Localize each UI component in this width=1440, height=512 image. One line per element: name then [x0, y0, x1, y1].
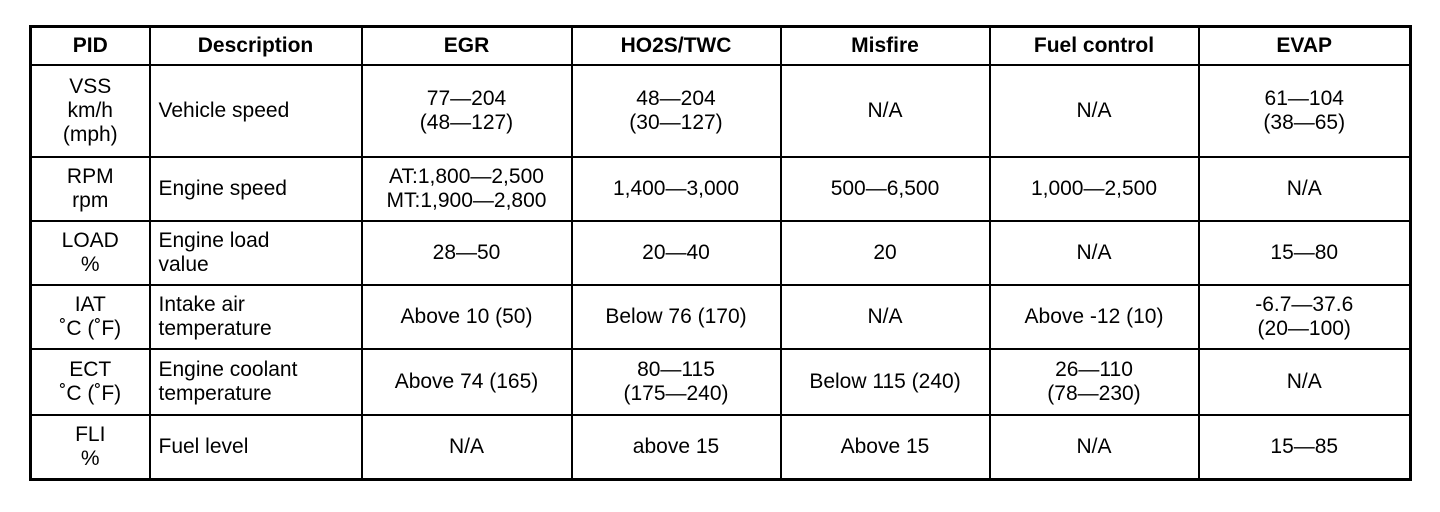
value-line: (38—65) — [1263, 111, 1346, 134]
value-line: Below 76 (170) — [605, 305, 747, 328]
value-line: 77—204 — [426, 87, 507, 110]
header-egr: EGR — [362, 27, 572, 66]
description-line: Engine speed — [158, 177, 287, 200]
description-cell — [150, 157, 362, 221]
description-line: Vehicle speed — [158, 99, 290, 122]
evap-cell — [1199, 349, 1411, 415]
pid-line: LOAD — [61, 229, 119, 252]
value-line: 80—115 — [637, 358, 715, 381]
pid-line: ECT — [69, 358, 112, 381]
value-line: N/A — [867, 99, 903, 122]
value-line: 500—6,500 — [830, 177, 940, 200]
header-row — [31, 27, 1411, 66]
value-line: N/A — [1076, 241, 1112, 264]
value-line: 26—110 — [1055, 358, 1133, 381]
egr-cell — [362, 415, 572, 480]
description-cell — [150, 415, 362, 480]
header-description: Description — [150, 27, 362, 66]
pid-cell — [31, 65, 150, 157]
description-line: Fuel level — [158, 435, 249, 458]
fuel-control-cell — [990, 221, 1199, 285]
evap-cell — [1199, 65, 1411, 157]
evap-cell — [1199, 157, 1411, 221]
value-line: 20 — [873, 241, 897, 264]
value-line: 15—85 — [1270, 435, 1339, 458]
value-line: (30—127) — [629, 111, 723, 134]
description-cell — [150, 65, 362, 157]
misfire-cell — [781, 415, 990, 480]
description-cell — [150, 349, 362, 415]
description-line: Engine load — [158, 229, 270, 252]
egr-cell — [362, 285, 572, 349]
misfire-cell — [781, 157, 990, 221]
egr-cell — [362, 157, 572, 221]
description-line: value — [158, 253, 209, 276]
value-line: above 15 — [632, 435, 720, 458]
value-line: (20—100) — [1257, 317, 1351, 340]
value-line: Above 74 (165) — [394, 370, 539, 393]
evap-cell — [1199, 415, 1411, 480]
ho2s-twc-cell — [572, 157, 781, 221]
fuel-control-cell — [990, 415, 1199, 480]
egr-cell — [362, 349, 572, 415]
value-line: N/A — [1076, 99, 1112, 122]
value-line: N/A — [867, 305, 903, 328]
pid-cell — [31, 415, 150, 480]
evap-cell — [1199, 221, 1411, 285]
egr-cell — [362, 65, 572, 157]
pid-line: ˚C (˚F) — [59, 317, 122, 340]
header-ho2s-twc: HO2S/TWC — [572, 27, 781, 66]
ho2s-twc-cell — [572, 349, 781, 415]
value-line: N/A — [1286, 177, 1322, 200]
fuel-control-cell — [990, 157, 1199, 221]
value-line: (78—230) — [1047, 382, 1141, 405]
value-line: 48—204 — [636, 87, 716, 110]
misfire-cell — [781, 221, 990, 285]
value-line: 1,000—2,500 — [1030, 177, 1158, 200]
value-line: -6.7—37.6 — [1255, 293, 1354, 316]
value-line: N/A — [1076, 435, 1112, 458]
value-line: 20—40 — [642, 241, 710, 264]
fuel-control-cell — [990, 349, 1199, 415]
pid-line: RPM — [66, 165, 114, 188]
value-line: Below 115 (240) — [809, 370, 961, 393]
pid-line: FLI — [75, 423, 106, 446]
table-row-load — [31, 221, 1411, 285]
pid-line: (mph) — [62, 123, 118, 146]
value-line: N/A — [448, 435, 484, 458]
value-line: Above 15 — [840, 435, 930, 458]
description-line: temperature — [158, 317, 272, 340]
ho2s-twc-cell — [572, 285, 781, 349]
header-pid: PID — [31, 27, 150, 66]
misfire-cell — [781, 285, 990, 349]
description-line: Intake air — [158, 293, 245, 316]
description-cell — [150, 221, 362, 285]
evap-cell — [1199, 285, 1411, 349]
pid-monitor-table — [29, 25, 1412, 481]
table-row-fli — [31, 415, 1411, 480]
pid-line: km/h — [67, 99, 113, 122]
fuel-control-cell — [990, 285, 1199, 349]
value-line: 15—80 — [1270, 241, 1339, 264]
pid-cell — [31, 221, 150, 285]
pid-cell — [31, 349, 150, 415]
misfire-cell — [781, 349, 990, 415]
header-evap: EVAP — [1199, 27, 1411, 66]
pid-line: rpm — [72, 189, 109, 212]
egr-cell — [362, 221, 572, 285]
fuel-control-cell — [990, 65, 1199, 157]
value-line: 1,400—3,000 — [612, 177, 740, 200]
pid-line: IAT — [74, 293, 106, 316]
misfire-cell — [781, 65, 990, 157]
table-row-iat — [31, 285, 1411, 349]
value-line: (48—127) — [419, 111, 514, 134]
pid-line: ˚C (˚F) — [59, 382, 122, 405]
value-line: Above 10 (50) — [400, 305, 533, 328]
ho2s-twc-cell — [572, 415, 781, 480]
value-line: MT:1,900—2,800 — [386, 189, 547, 212]
table-row-rpm — [31, 157, 1411, 221]
ho2s-twc-cell — [572, 65, 781, 157]
pid-line: % — [80, 253, 100, 276]
header-misfire: Misfire — [781, 27, 990, 66]
value-line: 61—104 — [1264, 87, 1344, 110]
description-line: temperature — [158, 382, 272, 405]
value-line: N/A — [1286, 370, 1322, 393]
table-row-vss — [31, 65, 1411, 157]
value-line: 28—50 — [432, 241, 501, 264]
description-line: Engine coolant — [158, 358, 298, 381]
pid-line: VSS — [69, 75, 112, 98]
pid-line: % — [80, 447, 100, 470]
value-line: Above -12 (10) — [1024, 305, 1164, 328]
description-cell — [150, 285, 362, 349]
value-line: AT:1,800—2,500 — [389, 165, 544, 188]
ho2s-twc-cell — [572, 221, 781, 285]
value-line: (175—240) — [623, 382, 729, 405]
header-fuel-control: Fuel control — [990, 27, 1199, 66]
pid-cell — [31, 285, 150, 349]
table-row-ect — [31, 349, 1411, 415]
pid-cell — [31, 157, 150, 221]
